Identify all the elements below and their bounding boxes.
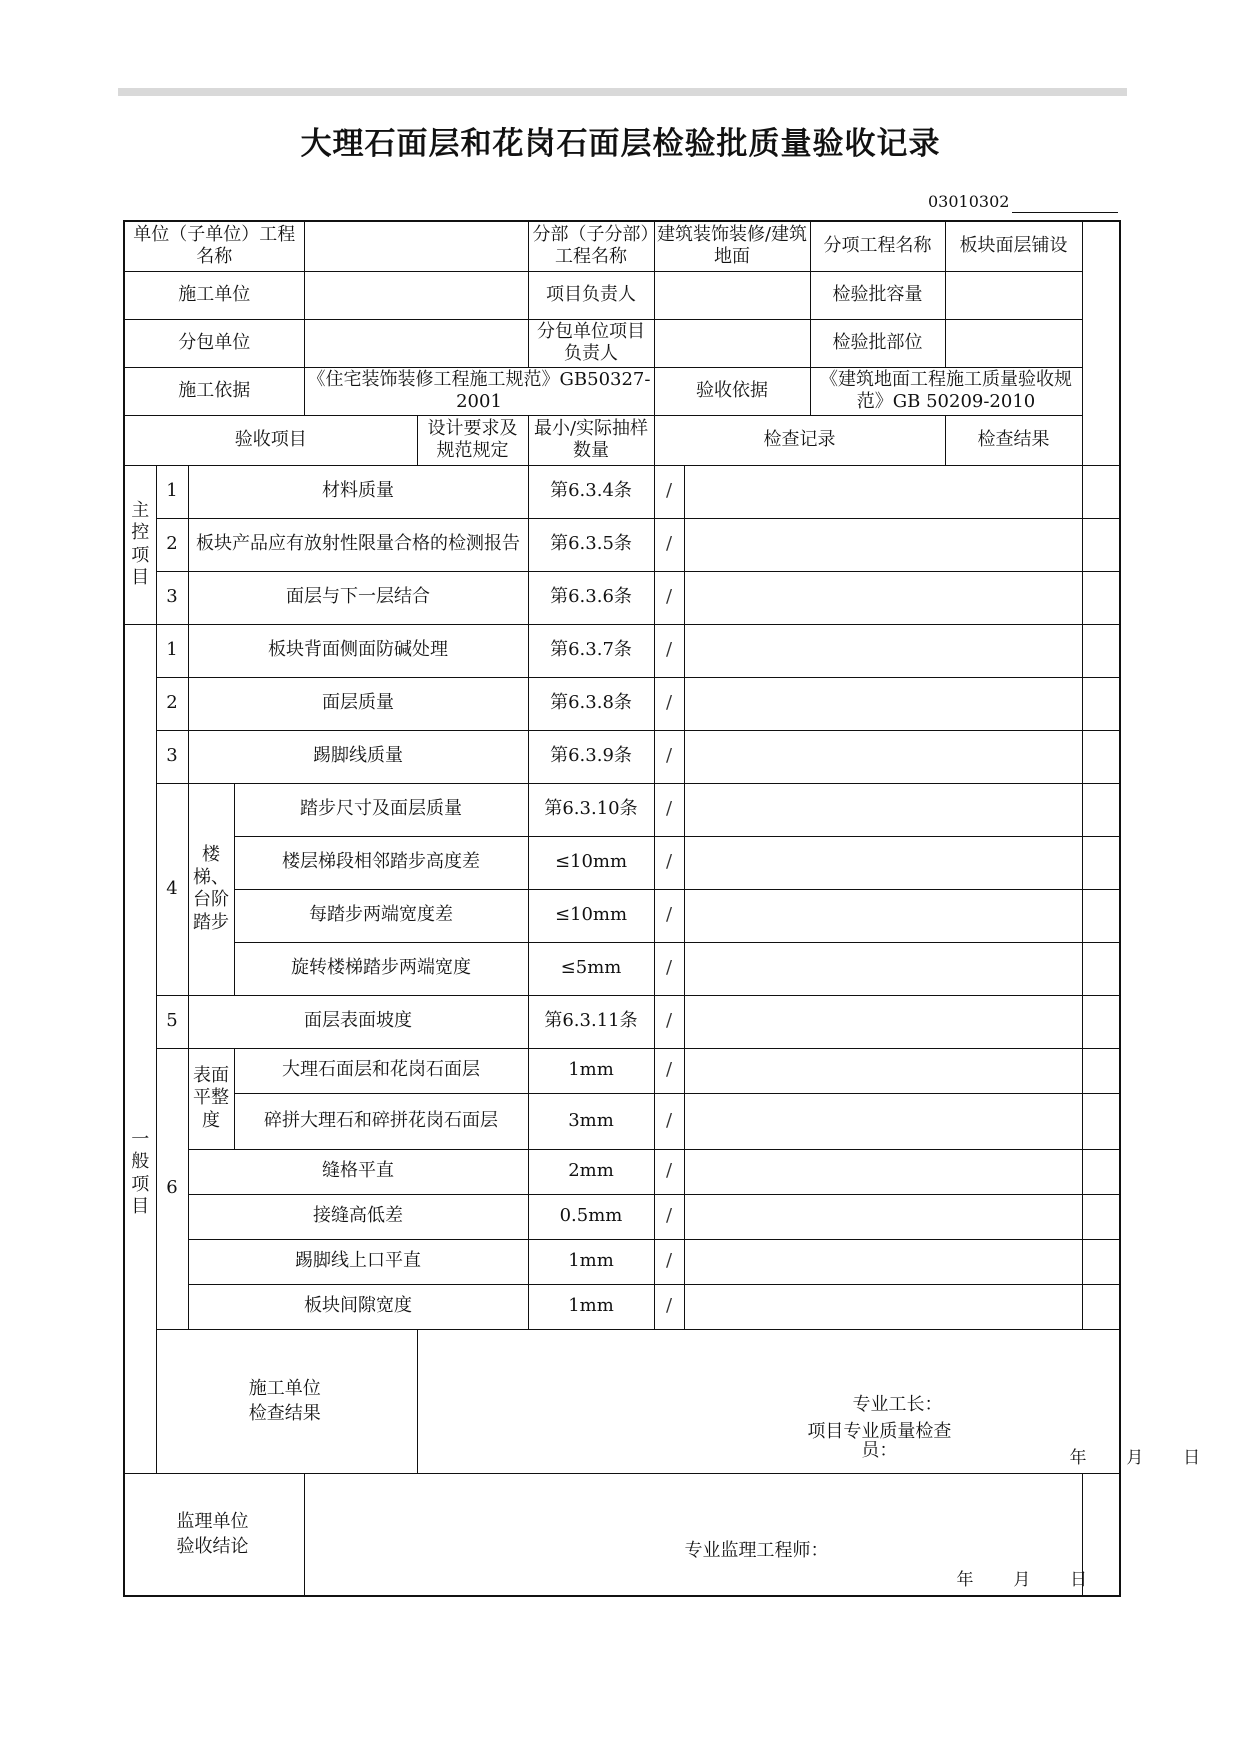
item-record[interactable] [684, 836, 1082, 889]
item-number: 6 [156, 1048, 188, 1329]
item-result[interactable] [1082, 995, 1120, 1048]
item-record[interactable] [684, 1194, 1082, 1239]
item-record[interactable] [684, 571, 1082, 624]
table-row [124, 1149, 1120, 1194]
item-number: 5 [156, 995, 188, 1048]
item-result[interactable] [1082, 624, 1120, 677]
item-record[interactable] [684, 995, 1082, 1048]
col-header-sample: 最小/实际抽样数量 [528, 415, 654, 465]
project-manager-field[interactable] [654, 271, 810, 319]
item-standard: ≤5mm [528, 942, 654, 995]
date-month-label: 月 [1126, 1447, 1145, 1468]
item-record[interactable] [684, 465, 1082, 518]
table-row [124, 465, 1120, 518]
item-standard: 第6.3.11条 [528, 995, 654, 1048]
table-row [124, 677, 1120, 730]
subcontractor-label: 分包单位 [124, 319, 304, 367]
item-number: 1 [156, 624, 188, 677]
flatness-label: 表面平整度 [188, 1048, 234, 1149]
supervisor-signoff-row [124, 1473, 1120, 1596]
item-name: 缝格平直 [188, 1149, 528, 1194]
item-standard: 第6.3.9条 [528, 730, 654, 783]
item-name: 面层质量 [188, 677, 528, 730]
item-name: 板块背面侧面防碱处理 [188, 624, 528, 677]
item-name: 楼层梯段相邻踏步高度差 [234, 836, 528, 889]
item-name: 面层表面坡度 [188, 995, 528, 1048]
table-row [124, 730, 1120, 783]
item-name: 大理石面层和花岗石面层 [234, 1048, 528, 1093]
item-record[interactable] [684, 677, 1082, 730]
item-result[interactable] [1082, 465, 1120, 518]
item-record[interactable] [684, 1284, 1082, 1329]
date-year-label: 年 [1069, 1447, 1088, 1468]
division-name-label: 分部（子分部）工程名称 [528, 221, 654, 271]
item-name: 碎拼大理石和碎拼花岗石面层 [234, 1093, 528, 1149]
table-row [124, 995, 1120, 1048]
item-standard: 第6.3.10条 [528, 783, 654, 836]
construction-basis-value: 《住宅装饰装修工程施工规范》GB50327-2001 [304, 367, 654, 415]
item-result[interactable] [1082, 1048, 1120, 1093]
item-result[interactable] [1082, 1149, 1120, 1194]
item-record[interactable] [684, 730, 1082, 783]
item-result[interactable] [1082, 1093, 1120, 1149]
quality-inspector-label: 项目专业质量检查员： [807, 1420, 952, 1462]
contractor-check-label: 施工单位检查结果 [156, 1329, 417, 1473]
item-record[interactable] [684, 624, 1082, 677]
item-result[interactable] [1082, 1239, 1120, 1284]
item-record[interactable] [684, 1093, 1082, 1149]
item-result[interactable] [1082, 571, 1120, 624]
item-sample[interactable]: / [654, 836, 684, 889]
acceptance-basis-value: 《建筑地面工程施工质量验收规范》GB 50209-2010 [810, 367, 1082, 415]
date-month-label: 月 [1013, 1569, 1032, 1590]
item-standard: 第6.3.4条 [528, 465, 654, 518]
item-sample[interactable]: / [654, 995, 684, 1048]
item-sample[interactable]: / [654, 465, 684, 518]
item-sample[interactable]: / [654, 624, 684, 677]
table-row [124, 1284, 1120, 1329]
item-result[interactable] [1082, 1284, 1120, 1329]
construction-basis-label: 施工依据 [124, 367, 304, 415]
item-sample[interactable]: / [654, 677, 684, 730]
item-result[interactable] [1082, 730, 1120, 783]
supervisor-signoff-area[interactable] [304, 1473, 1089, 1596]
table-row [124, 571, 1120, 624]
item-sample[interactable]: / [654, 571, 684, 624]
item-sample[interactable]: / [654, 1239, 684, 1284]
contractor-label: 施工单位 [124, 271, 304, 319]
contractor-signoff-area[interactable] [417, 1329, 1202, 1473]
main-control-label: 主控项目 [124, 465, 156, 624]
col-header-result: 检查结果 [945, 415, 1082, 465]
table-row [124, 836, 1120, 889]
form-code: 03010302 [928, 192, 1010, 211]
division-name-value: 建筑装饰装修/建筑地面 [654, 221, 810, 271]
item-sample[interactable]: / [654, 1194, 684, 1239]
item-name: 踢脚线上口平直 [188, 1239, 528, 1284]
unit-name-field[interactable] [304, 221, 528, 271]
batch-capacity-label: 检验批容量 [810, 271, 945, 319]
table-row [124, 783, 1120, 836]
item-name: 板块产品应有放射性限量合格的检测报告 [188, 518, 528, 571]
item-sample[interactable]: / [654, 783, 684, 836]
header-row-subcontractor [124, 319, 1120, 367]
item-number: 1 [156, 465, 188, 518]
item-sample[interactable]: / [654, 518, 684, 571]
table-row [124, 942, 1120, 995]
table-row [124, 1194, 1120, 1239]
acceptance-basis-label: 验收依据 [654, 367, 810, 415]
item-standard: 第6.3.7条 [528, 624, 654, 677]
item-standard: 第6.3.8条 [528, 677, 654, 730]
date-day-label: 日 [1070, 1569, 1089, 1590]
item-number: 4 [156, 783, 188, 995]
subitem-name-value: 板块面层铺设 [945, 221, 1082, 271]
item-sample[interactable]: / [654, 942, 684, 995]
column-header-row [124, 415, 1120, 465]
col-header-record: 检查记录 [654, 415, 945, 465]
item-name: 材料质量 [188, 465, 528, 518]
table-row [124, 1093, 1120, 1149]
col-header-item: 验收项目 [124, 415, 417, 465]
unit-name-label: 单位（子单位）工程名称 [124, 221, 304, 271]
col-header-design: 设计要求及规范规定 [417, 415, 528, 465]
item-standard: 第6.3.6条 [528, 571, 654, 624]
item-record[interactable] [684, 889, 1082, 942]
item-sample[interactable]: / [654, 1149, 684, 1194]
item-result[interactable] [1082, 836, 1120, 889]
item-record[interactable] [684, 1239, 1082, 1284]
item-name: 面层与下一层结合 [188, 571, 528, 624]
item-name: 踏步尺寸及面层质量 [234, 783, 528, 836]
table-row [124, 1239, 1120, 1284]
inspection-form-table [123, 220, 1202, 1597]
item-result[interactable] [1082, 677, 1120, 730]
item-name: 踢脚线质量 [188, 730, 528, 783]
header-row-unit [124, 221, 1120, 271]
item-result[interactable] [1082, 518, 1120, 571]
item-standard: 第6.3.5条 [528, 518, 654, 571]
item-sample[interactable]: / [654, 1284, 684, 1329]
item-standard: 1mm [528, 1239, 654, 1284]
item-number: 3 [156, 571, 188, 624]
batch-location-label: 检验批部位 [810, 319, 945, 367]
item-standard: 1mm [528, 1284, 654, 1329]
item-standard: 3mm [528, 1093, 654, 1149]
date-day-label: 日 [1183, 1447, 1202, 1468]
item-sample[interactable]: / [654, 730, 684, 783]
project-manager-label: 项目负责人 [528, 271, 654, 319]
top-rule [118, 88, 1127, 96]
batch-capacity-field[interactable] [945, 271, 1082, 319]
form-code-underline [1012, 212, 1118, 213]
sub-project-manager-label: 分包单位项目负责人 [528, 319, 654, 367]
item-record[interactable] [684, 1149, 1082, 1194]
item-result[interactable] [1082, 783, 1120, 836]
sub-project-manager-field[interactable] [654, 319, 810, 367]
page-title: 大理石面层和花岗石面层检验批质量验收记录 [300, 126, 941, 162]
item-result[interactable] [1082, 942, 1120, 995]
item-number: 3 [156, 730, 188, 783]
item-standard: 1mm [528, 1048, 654, 1093]
item-name: 旋转楼梯踏步两端宽度 [234, 942, 528, 995]
contractor-signoff-row [124, 1329, 1120, 1473]
table-row [124, 1048, 1120, 1093]
item-record[interactable] [684, 518, 1082, 571]
item-number: 2 [156, 518, 188, 571]
item-name: 接缝高低差 [188, 1194, 528, 1239]
item-sample[interactable]: / [654, 1048, 684, 1093]
contractor-field[interactable] [304, 271, 528, 319]
batch-location-field[interactable] [945, 319, 1082, 367]
item-record[interactable] [684, 942, 1082, 995]
item-standard: 2mm [528, 1149, 654, 1194]
header-row-basis [124, 367, 1120, 415]
item-record[interactable] [684, 1048, 1082, 1093]
general-items-label: 一般项目 [124, 624, 156, 1473]
supervising-engineer-label: 专业监理工程师： [684, 1539, 829, 1561]
item-sample[interactable]: / [654, 1093, 684, 1149]
item-sample[interactable]: / [654, 889, 684, 942]
stairs-label: 楼梯、台阶踏步 [188, 783, 234, 995]
header-row-contractor [124, 271, 1120, 319]
item-standard: ≤10mm [528, 889, 654, 942]
item-name: 每踏步两端宽度差 [234, 889, 528, 942]
item-record[interactable] [684, 783, 1082, 836]
foreman-label: 专业工长： [852, 1393, 943, 1415]
table-row [124, 624, 1120, 677]
item-number: 2 [156, 677, 188, 730]
subitem-name-label: 分项工程名称 [810, 221, 945, 271]
item-standard: 0.5mm [528, 1194, 654, 1239]
supervisor-date[interactable] [957, 1570, 1089, 1591]
item-result[interactable] [1082, 1194, 1120, 1239]
contractor-date[interactable] [1070, 1448, 1202, 1469]
table-row [124, 518, 1120, 571]
date-year-label: 年 [956, 1569, 975, 1590]
item-name: 板块间隙宽度 [188, 1284, 528, 1329]
subcontractor-field[interactable] [304, 319, 528, 367]
supervisor-conclusion-label: 监理单位验收结论 [124, 1473, 304, 1596]
item-result[interactable] [1082, 889, 1120, 942]
table-row [124, 889, 1120, 942]
item-standard: ≤10mm [528, 836, 654, 889]
